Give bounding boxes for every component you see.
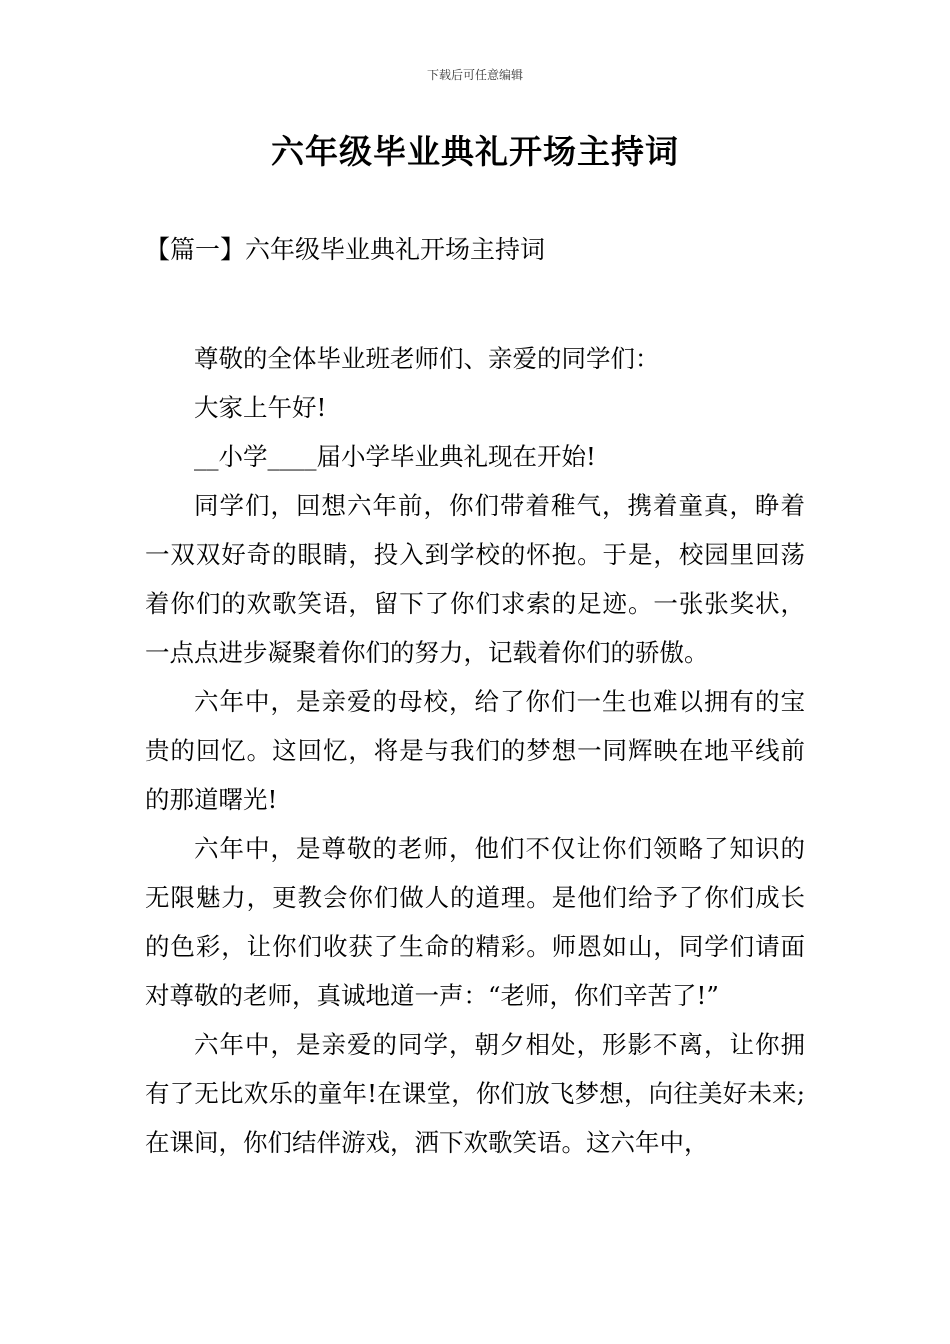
paragraph-teachers: 六年中，是尊敬的老师，他们不仅让你们领略了知识的无限魅力，更教会你们做人的道理。是他们给予了你们成长的色彩，让你们收获了生命的精彩。师恩如山，同学们请面对尊敬的老师，真诚地道一声：“老师，你们辛苦了!” — [145, 834, 805, 1010]
paragraph-opening: __小学____届小学毕业典礼现在开始! — [194, 442, 596, 471]
paragraph-classmates: 六年中，是亲爱的同学，朝夕相处，形影不离，让你拥有了无比欢乐的童年!在课堂，你们放飞梦想，向往美好未来;在课间，你们结伴游戏，洒下欢歌笑语。这六年中， — [145, 1030, 805, 1157]
paragraph-greeting: 尊敬的全体毕业班老师们、亲爱的同学们： — [194, 344, 660, 373]
download-note: 下载后可任意编辑 — [426, 68, 523, 82]
document-body — [145, 334, 805, 1167]
paragraph-recall: 同学们，回想六年前，你们带着稚气，携着童真，睁着一双双好奇的眼睛，投入到学校的怀抱。于是，校园里回荡着你们的欢歌笑语，留下了你们求索的足迹。一张张奖状，一点点进步凝聚着你们的努力，记载着你们的骄傲。 — [145, 491, 805, 667]
section-heading: 【篇一】六年级毕业典礼开场主持词 — [145, 235, 546, 264]
paragraph-school: 六年中，是亲爱的母校，给了你们一生也难以拥有的宝贵的回忆。这回忆，将是与我们的梦想一同辉映在地平线前的那道曙光! — [145, 687, 805, 814]
document-title: 六年级毕业典礼开场主持词 — [271, 132, 679, 171]
paragraph-morning: 大家上午好! — [194, 393, 327, 422]
